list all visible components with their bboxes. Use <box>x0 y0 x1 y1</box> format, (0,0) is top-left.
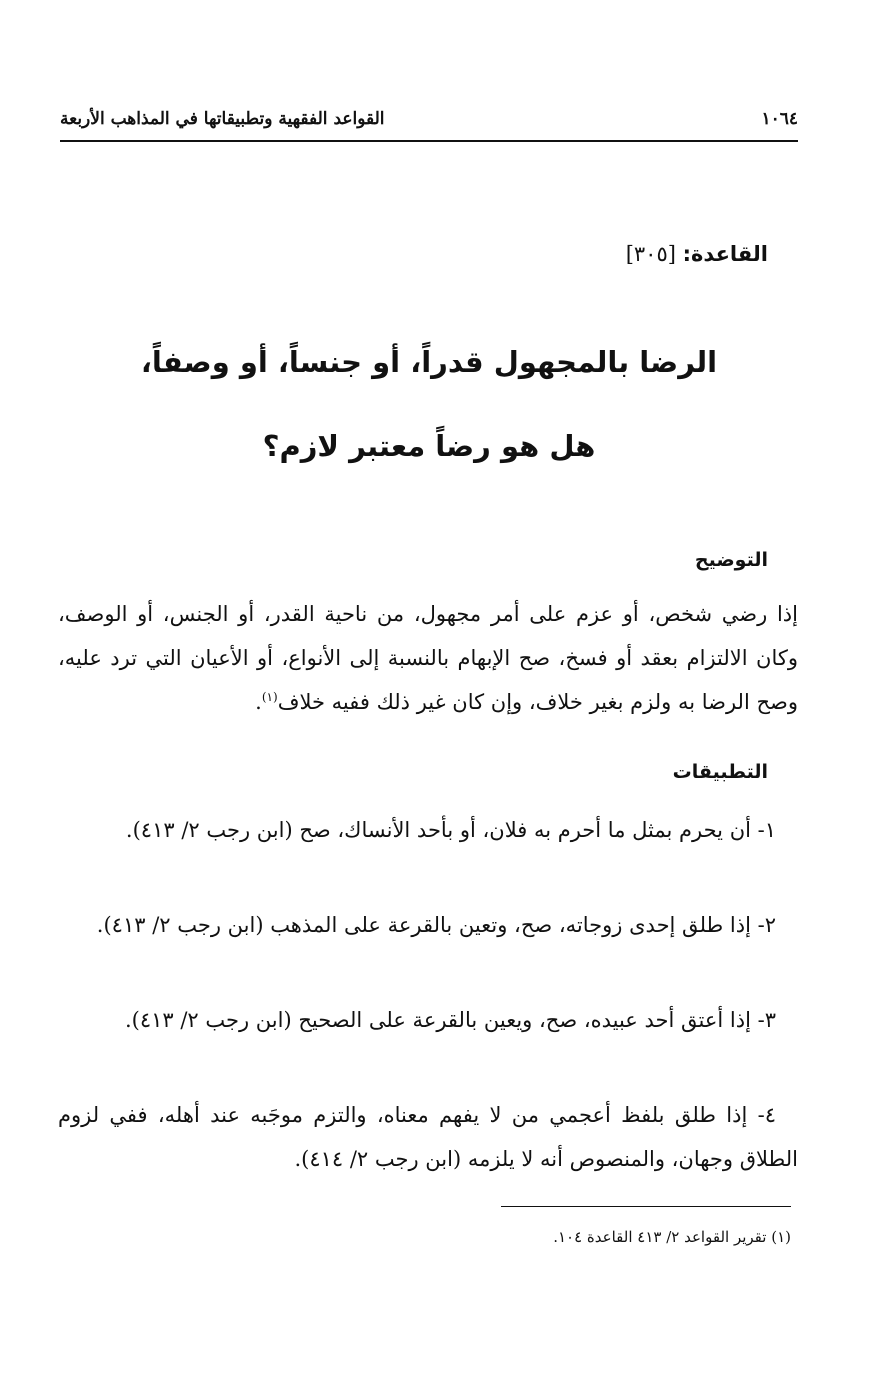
application-item-3: ٣- إذا أعتق أحد عبيده، صح، ويعين بالقرعة على الصحيح (ابن رجب ٢/ ٤١٣). <box>124 1008 776 1032</box>
footnote <box>291 1224 791 1250</box>
footnote-reference[interactable]: (١) <box>261 690 278 704</box>
footnote-text: تقرير القواعد ٢/ ٤١٣ القاعدة ١٠٤. <box>553 1228 767 1246</box>
applications-heading: التطبيقات <box>672 761 768 783</box>
explanation-text: إذا رضي شخص، أو عزم على أمر مجهول، من ناحية القدر، أو الجنس، أو الوصف، وكان الالتزام بعقد أو فسخ، صح الإبهام بالنسبة إلى الأنواع، أو الأعيان التي ترد عليه، وصح الرضا به ولزم بغير خلاف، وإن كان غير ذلك ففيه خلاف <box>58 602 798 714</box>
rule-title-line-1: الرضا بالمجهول قدراً، أو جنساً، أو وصفاً، <box>140 345 718 379</box>
rule-label-word: القاعدة: <box>682 242 768 266</box>
book-title: القواعد الفقهية وتطبيقاتها في المذاهب الأربعة <box>60 109 385 129</box>
explanation-text-end: . <box>255 690 262 714</box>
header-rule <box>60 140 798 142</box>
rule-label <box>626 238 768 270</box>
page-number: ١٠٦٤ <box>761 109 798 129</box>
rule-title-line-2: هل هو رضاً معتبر لازم؟ <box>262 429 596 463</box>
explanation-paragraph <box>58 592 798 724</box>
running-head <box>60 105 798 133</box>
rule-number: [٣٠٥] <box>625 242 676 266</box>
application-item-2: ٢- إذا طلق إحدى زوجاته، صح، وتعين بالقرعة على المذهب (ابن رجب ٢/ ٤١٣). <box>96 913 776 937</box>
explanation-heading: التوضيح <box>694 549 768 571</box>
application-item-1: ١- أن يحرم بمثل ما أحرم به فلان، أو بأحد الأنساك، صح (ابن رجب ٢/ ٤١٣). <box>125 818 776 842</box>
footnote-marker: (١) <box>771 1228 791 1246</box>
footnote-rule <box>501 1206 791 1207</box>
application-item-4: ٤- إذا طلق بلفظ أعجمي من لا يفهم معناه، والتزم موجَبه عند أهله، ففي لزوم الطلاق وجهان، والمنصوص أنه لا يلزمه (ابن رجب ٢/ ٤١٤). <box>58 1103 798 1171</box>
